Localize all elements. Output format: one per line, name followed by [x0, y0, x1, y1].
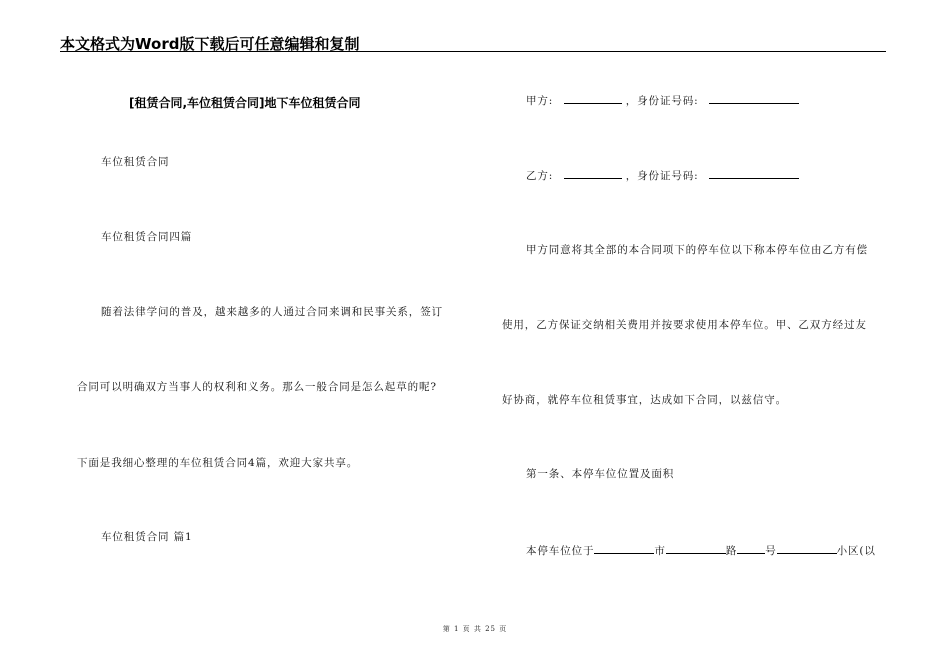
- paragraph-line: 好协商，就停车位租赁事宜，达成如下合同，以兹信守。: [502, 394, 787, 406]
- city-blank: [594, 543, 654, 554]
- paragraph-line: 随着法律学问的普及，越来越多的人通过合同来调和民事关系，签订: [101, 306, 443, 318]
- page-number: 第 1 页 共 25 页: [442, 625, 508, 633]
- party-b-id-label: ，身份证号码:: [625, 170, 699, 182]
- location-line: [526, 543, 876, 558]
- document-header-title: 本文格式为Word版下载后可任意编辑和复制: [60, 35, 360, 53]
- party-a-line: [526, 93, 799, 108]
- party-b-line: [526, 168, 799, 183]
- header-divider: [60, 51, 886, 52]
- paragraph-line: 下面是我细心整理的车位租赁合同4篇，欢迎大家共享。: [77, 457, 359, 469]
- estate-blank: [777, 543, 837, 554]
- estate-label: 小区(以: [836, 545, 876, 557]
- city-label: 市: [654, 545, 666, 557]
- party-b-name-blank: [564, 168, 622, 179]
- road-blank: [666, 543, 726, 554]
- party-b-label: 乙方:: [526, 170, 554, 182]
- location-prefix: 本停车位位于: [526, 545, 595, 557]
- road-label: 路: [725, 545, 738, 557]
- paragraph-line: 车位租赁合同: [101, 156, 170, 168]
- paragraph-line: 甲方同意将其全部的本合同项下的停车位以下称本停车位由乙方有偿: [526, 244, 868, 256]
- number-blank: [737, 543, 765, 554]
- paragraph-line: 合同可以明确双方当事人的权利和义务。那么一般合同是怎么起草的呢?: [77, 381, 437, 393]
- party-a-id-blank: [709, 93, 799, 104]
- party-b-id-blank: [709, 168, 799, 179]
- document-title: [租赁合同,车位租赁合同]地下车位租赁合同: [129, 96, 361, 110]
- number-label: 号: [765, 545, 777, 557]
- party-a-label: 甲方:: [526, 95, 554, 107]
- paragraph-line: 使用，乙方保证交纳相关费用并按要求使用本停车位。甲、乙双方经过友: [502, 319, 867, 331]
- paragraph-line: 车位租赁合同四篇: [101, 231, 193, 243]
- section-heading: 第一条、本停车位位置及面积: [526, 468, 675, 480]
- party-a-name-blank: [564, 93, 622, 104]
- party-a-id-label: ，身份证号码:: [625, 95, 699, 107]
- paragraph-line: 车位租赁合同 篇1: [101, 531, 193, 543]
